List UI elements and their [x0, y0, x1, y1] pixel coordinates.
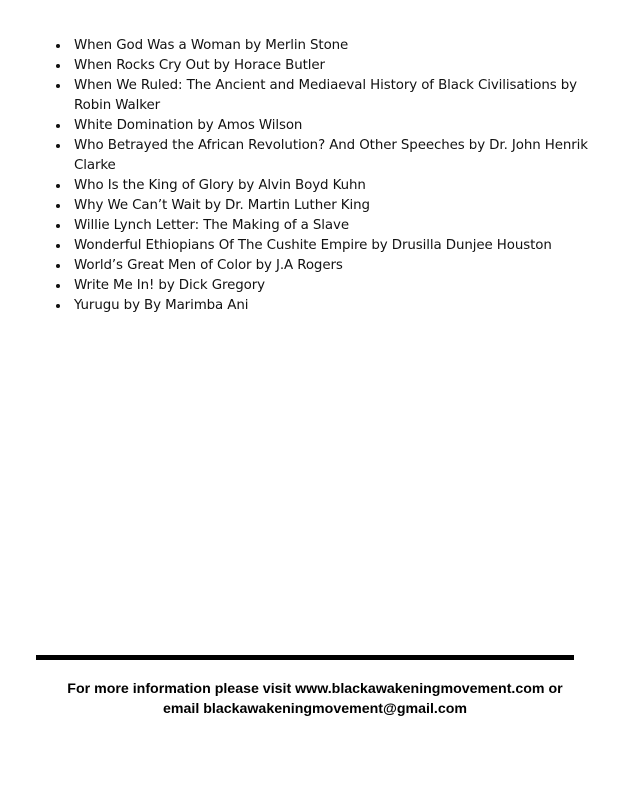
list-item [50, 296, 590, 316]
book-title: Who Betrayed the African Revolution? And Other Speeches by Dr. John Henrik Clarke [74, 138, 588, 173]
book-title: When Rocks Cry Out by Horace Butler [74, 58, 325, 73]
list-item [50, 76, 590, 116]
book-title: When God Was a Woman by Merlin Stone [74, 38, 349, 53]
list-item [50, 176, 590, 196]
bullet-icon [56, 204, 60, 208]
bullet-icon [56, 264, 60, 268]
list-item [50, 196, 590, 216]
bullet-icon [56, 304, 60, 308]
bullet-icon [56, 224, 60, 228]
book-title: White Domination by Amos Wilson [74, 118, 303, 133]
footer-email-line: email blackawakeningmovement@gmail.com [163, 701, 467, 717]
list-item [50, 36, 590, 56]
list-item [50, 56, 590, 76]
book-title: World’s Great Men of Color by J.A Rogers [74, 258, 343, 273]
footer-contact [20, 679, 610, 719]
book-title: Willie Lynch Letter: The Making of a Slave [74, 218, 349, 233]
book-title: When We Ruled: The Ancient and Mediaeval History of Black Civilisations by Robin Walker [74, 78, 577, 113]
book-title: Wonderful Ethiopians Of The Cushite Empire by Drusilla Dunjee Houston [74, 238, 552, 253]
list-item [50, 216, 590, 236]
bullet-icon [56, 84, 60, 88]
list-item [50, 256, 590, 276]
bullet-icon [56, 244, 60, 248]
bullet-icon [56, 124, 60, 128]
bullet-icon [56, 284, 60, 288]
book-title: Yurugu by By Marimba Ani [74, 298, 249, 313]
bullet-icon [56, 144, 60, 148]
bullet-icon [56, 184, 60, 188]
list-item [50, 236, 590, 256]
book-title: Write Me In! by Dick Gregory [74, 278, 265, 293]
list-item [50, 276, 590, 296]
bullet-icon [56, 64, 60, 68]
list-item [50, 136, 590, 176]
footer-divider [36, 655, 574, 660]
bullet-icon [56, 44, 60, 48]
list-item [50, 116, 590, 136]
footer-website-line: For more information please visit www.blackawakeningmovement.com or [67, 681, 563, 697]
book-title: Why We Can’t Wait by Dr. Martin Luther King [74, 198, 370, 213]
book-title: Who Is the King of Glory by Alvin Boyd Kuhn [74, 178, 366, 193]
book-list [50, 36, 590, 316]
